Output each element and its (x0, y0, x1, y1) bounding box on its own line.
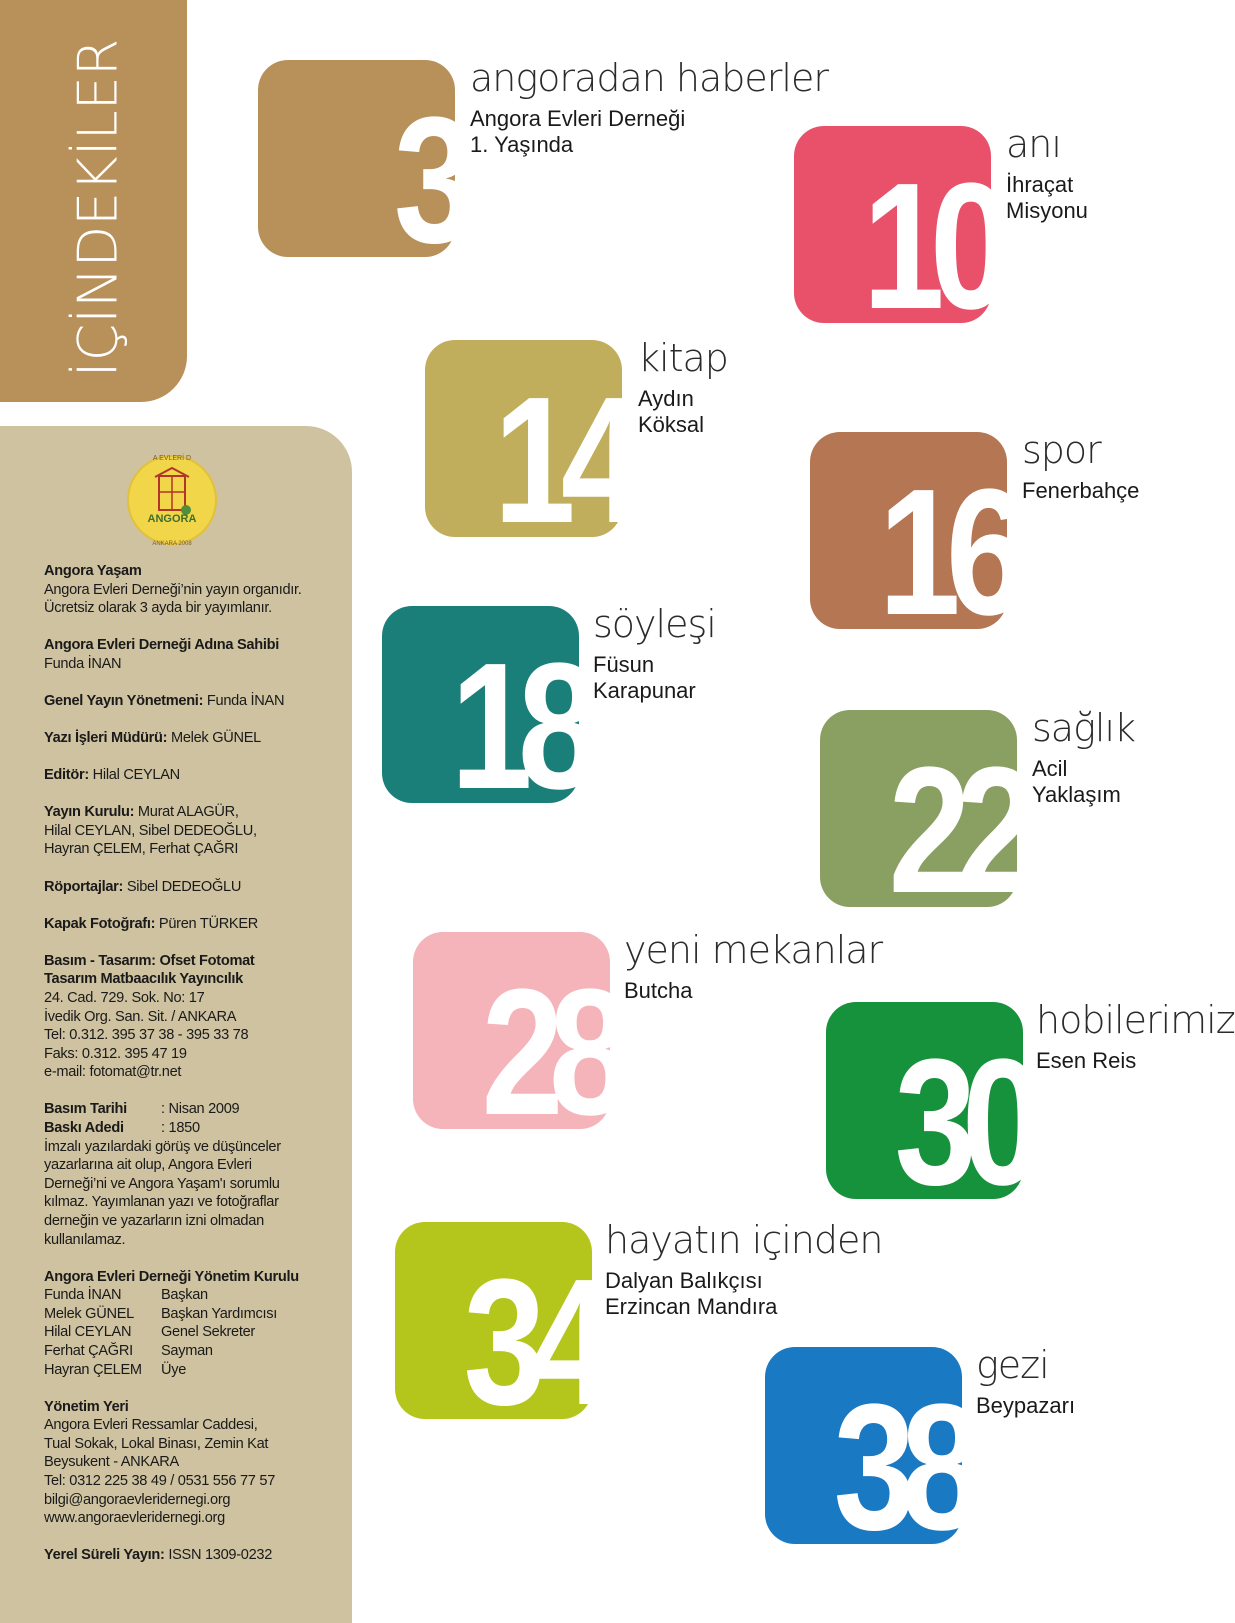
article-line2: Erzincan Mandıra (605, 1294, 778, 1319)
date-value: : Nisan 2009 (161, 1101, 240, 1118)
page-number: 28 (481, 952, 616, 1153)
gm-label: Genel Yayın Yönetmeni: (44, 692, 204, 709)
print-label: Basım - Tasarım: Ofset Fotomat (44, 952, 255, 969)
imprint-management (44, 1268, 344, 1380)
owner-label: Angora Evleri Derneği Adına Sahibi (44, 637, 279, 654)
office2: Tual Sokak, Lokal Binası, Zemin Kat (44, 1435, 269, 1452)
ed-value: Melek GÜNEL (167, 730, 261, 747)
office-label: Yönetim Yeri (44, 1398, 129, 1415)
article-line2: Köksal (638, 412, 705, 437)
section-title: hobilerimiz (1036, 998, 1235, 1042)
issn-label: Yerel Süreli Yayın: (44, 1547, 165, 1564)
mgmt-row (44, 1342, 344, 1361)
entry-saglik[interactable] (1032, 708, 1135, 808)
mgmt-row (44, 1323, 344, 1342)
ed-label: Yazı İşleri Müdürü: (44, 730, 168, 747)
entry-hayatin-icinden[interactable] (605, 1220, 882, 1320)
article-line1: İhraçat (1006, 172, 1074, 197)
imprint-issn (44, 1546, 344, 1565)
article-line1: Aydın (638, 386, 694, 411)
gm-value: Funda İNAN (203, 692, 285, 709)
tile-page-30[interactable] (826, 1002, 1029, 1223)
owner-value: Funda İNAN (44, 655, 122, 672)
article-line2: Yaklaşım (1032, 782, 1121, 807)
mgmt-role: Genel Sekreter (161, 1324, 255, 1341)
imprint-publication (44, 562, 344, 618)
page-number: 34 (463, 1242, 598, 1443)
page-number: 16 (878, 452, 1013, 653)
board-value3: Hayran ÇELEM, Ferhat ÇAĞRI (44, 841, 239, 858)
tile-page-10[interactable] (794, 126, 997, 347)
printer-addr2: İvedik Org. San. Sit. / ANKARA (44, 1008, 237, 1025)
board-value1: Murat ALAGÜR, (134, 804, 239, 821)
page-number: 10 (862, 146, 997, 347)
tile-page-16[interactable] (810, 432, 1013, 653)
board-value2: Hilal CEYLAN, Sibel DEDEOĞLU, (44, 822, 257, 839)
printer-addr1: 24. Cad. 729. Sok. No: 17 (44, 989, 205, 1006)
print-label2: Tasarım Matbaacılık Yayıncılık (44, 971, 243, 988)
article-line2: 1. Yaşında (470, 132, 574, 157)
section-title: kitap (638, 336, 728, 380)
article-line1: Fenerbahçe (1022, 478, 1140, 503)
article-line1: Dalyan Balıkçısı (605, 1268, 763, 1293)
imprint-office (44, 1398, 344, 1528)
office-web: www.angoraevleridernegi.org (44, 1510, 225, 1527)
mgmt-title: Angora Evleri Derneği Yönetim Kurulu (44, 1268, 299, 1285)
mgmt-role: Üye (161, 1361, 187, 1378)
article-line1: Acil (1032, 756, 1068, 781)
imprint-print-info (44, 1100, 344, 1249)
pub-name: Angora Yaşam (44, 563, 142, 579)
logo-arc-text: A EVLERİ D (152, 455, 192, 462)
article-line2: Karapunar (593, 678, 696, 703)
imprint-text (44, 562, 344, 1583)
logo-name: ANGORA (147, 513, 197, 525)
mgmt-name: Hilal CEYLAN (44, 1324, 132, 1341)
cover-label: Kapak Fotoğrafı: (44, 915, 156, 932)
page-title: İÇİNDEKİLER (66, 38, 130, 378)
tile-page-34[interactable] (395, 1222, 598, 1443)
section-title: sağlık (1032, 706, 1136, 750)
mgmt-role: Sayman (161, 1343, 213, 1359)
entry-yeni-mekanlar[interactable] (624, 930, 882, 1004)
entry-ani[interactable] (1006, 124, 1088, 224)
mgmt-role: Başkan (161, 1287, 208, 1304)
interviews-value: Sibel DEDEOĞLU (123, 878, 242, 895)
editor-label: Editör: (44, 767, 89, 784)
disclaimer3: Derneği’ni ve Angora Yaşam'ı sorumlu (44, 1175, 280, 1192)
mgmt-name: Funda İNAN (44, 1287, 122, 1304)
entry-kitap[interactable] (638, 338, 728, 438)
printer-email: e-mail: fotomat@tr.net (44, 1064, 182, 1081)
printer-tel: Tel: 0.312. 395 37 38 - 395 33 78 (44, 1027, 249, 1044)
office-tel: Tel: 0312 225 38 49 / 0531 556 77 57 (44, 1473, 276, 1490)
page-number: 38 (833, 1367, 968, 1568)
cover-value: Püren TÜRKER (155, 915, 259, 932)
board-label: Yayın Kurulu: (44, 804, 135, 821)
disclaimer4: kılmaz. Yayımlanan yazı ve fotoğraflar (44, 1194, 279, 1211)
count-value: : 1850 (161, 1119, 200, 1136)
mgmt-row (44, 1305, 344, 1324)
article-line1: Esen Reis (1036, 1048, 1137, 1073)
section-title: söyleşi (593, 602, 716, 646)
title-tab (0, 0, 187, 402)
imprint-printer (44, 952, 344, 1082)
count-label: Baskı Adedi (44, 1119, 124, 1136)
article-line1: Butcha (624, 978, 693, 1003)
imprint-owner (44, 636, 344, 673)
page-number: 30 (894, 1022, 1029, 1223)
pub-desc1: Angora Evleri Derneği’nin yayın organıdır. (44, 581, 302, 598)
issn-value: ISSN 1309-0232 (164, 1547, 273, 1564)
page-number: 18 (450, 626, 585, 827)
date-label: Basım Tarihi (44, 1101, 127, 1118)
logo-year: ANKARA 2008 (152, 541, 192, 547)
entry-angoradan-haberler[interactable] (470, 58, 828, 158)
office3: Beysukent - ANKARA (44, 1454, 179, 1471)
mgmt-name: Hayran ÇELEM (44, 1361, 142, 1378)
page-number: 22 (888, 730, 1023, 931)
pub-desc2: Ücretsiz olarak 3 ayda bir yayımlanır. (44, 600, 272, 617)
tile-page-3[interactable] (258, 60, 461, 281)
mgmt-name: Melek GÜNEL (44, 1305, 134, 1322)
imprint-cover (44, 915, 344, 934)
section-title: angoradan haberler (470, 56, 828, 100)
tile-page-22[interactable] (820, 710, 1023, 931)
mgmt-name: Ferhat ÇAĞRI (44, 1343, 133, 1359)
imprint-interviews (44, 878, 344, 897)
section-title: hayatın içinden (605, 1218, 883, 1262)
disclaimer1: İmzalı yazılardaki görüş ve düşünceler (44, 1138, 281, 1155)
page-number: 3 (393, 80, 461, 281)
entry-hobilerimiz[interactable] (1036, 1000, 1235, 1074)
printer-fax: Faks: 0.312. 395 47 19 (44, 1045, 187, 1062)
office-email: bilgi@angoraevleridernegi.org (44, 1491, 231, 1508)
entry-spor[interactable] (1022, 430, 1139, 504)
tile-page-38[interactable] (765, 1347, 968, 1568)
imprint-general-manager (44, 692, 344, 711)
imprint-editor (44, 766, 344, 785)
angora-logo (122, 448, 222, 548)
section-title: yeni mekanlar (624, 928, 883, 972)
disclaimer2: yazarlarına ait olup, Angora Evleri (44, 1157, 252, 1174)
entry-soylesi[interactable] (593, 604, 716, 704)
mgmt-row (44, 1286, 344, 1305)
tile-page-28[interactable] (413, 932, 616, 1153)
imprint-editorial-manager (44, 729, 344, 748)
mgmt-role: Başkan Yardımcısı (161, 1305, 278, 1322)
mgmt-row (44, 1361, 344, 1380)
section-title: gezi (976, 1343, 1049, 1387)
tile-page-18[interactable] (382, 606, 585, 827)
section-title: spor (1022, 428, 1101, 472)
entry-gezi[interactable] (976, 1345, 1075, 1419)
article-line1: Beypazarı (976, 1393, 1076, 1418)
editor-value: Hilal CEYLAN (88, 767, 180, 784)
article-line1: Füsun (593, 652, 655, 677)
imprint-board (44, 803, 344, 859)
interviews-label: Röportajlar: (44, 878, 124, 895)
office1: Angora Evleri Ressamlar Caddesi, (44, 1417, 258, 1434)
article-line2: Misyonu (1006, 198, 1088, 223)
article-line1: Angora Evleri Derneği (470, 106, 686, 131)
page-number: 14 (493, 360, 628, 561)
tile-page-14[interactable] (425, 340, 628, 561)
disclaimer5: derneğin ve yazarların izni olmadan (44, 1212, 264, 1229)
section-title: anı (1006, 122, 1061, 166)
imprint-sidebar (0, 426, 352, 1623)
disclaimer6: kullanılamaz. (44, 1231, 126, 1248)
